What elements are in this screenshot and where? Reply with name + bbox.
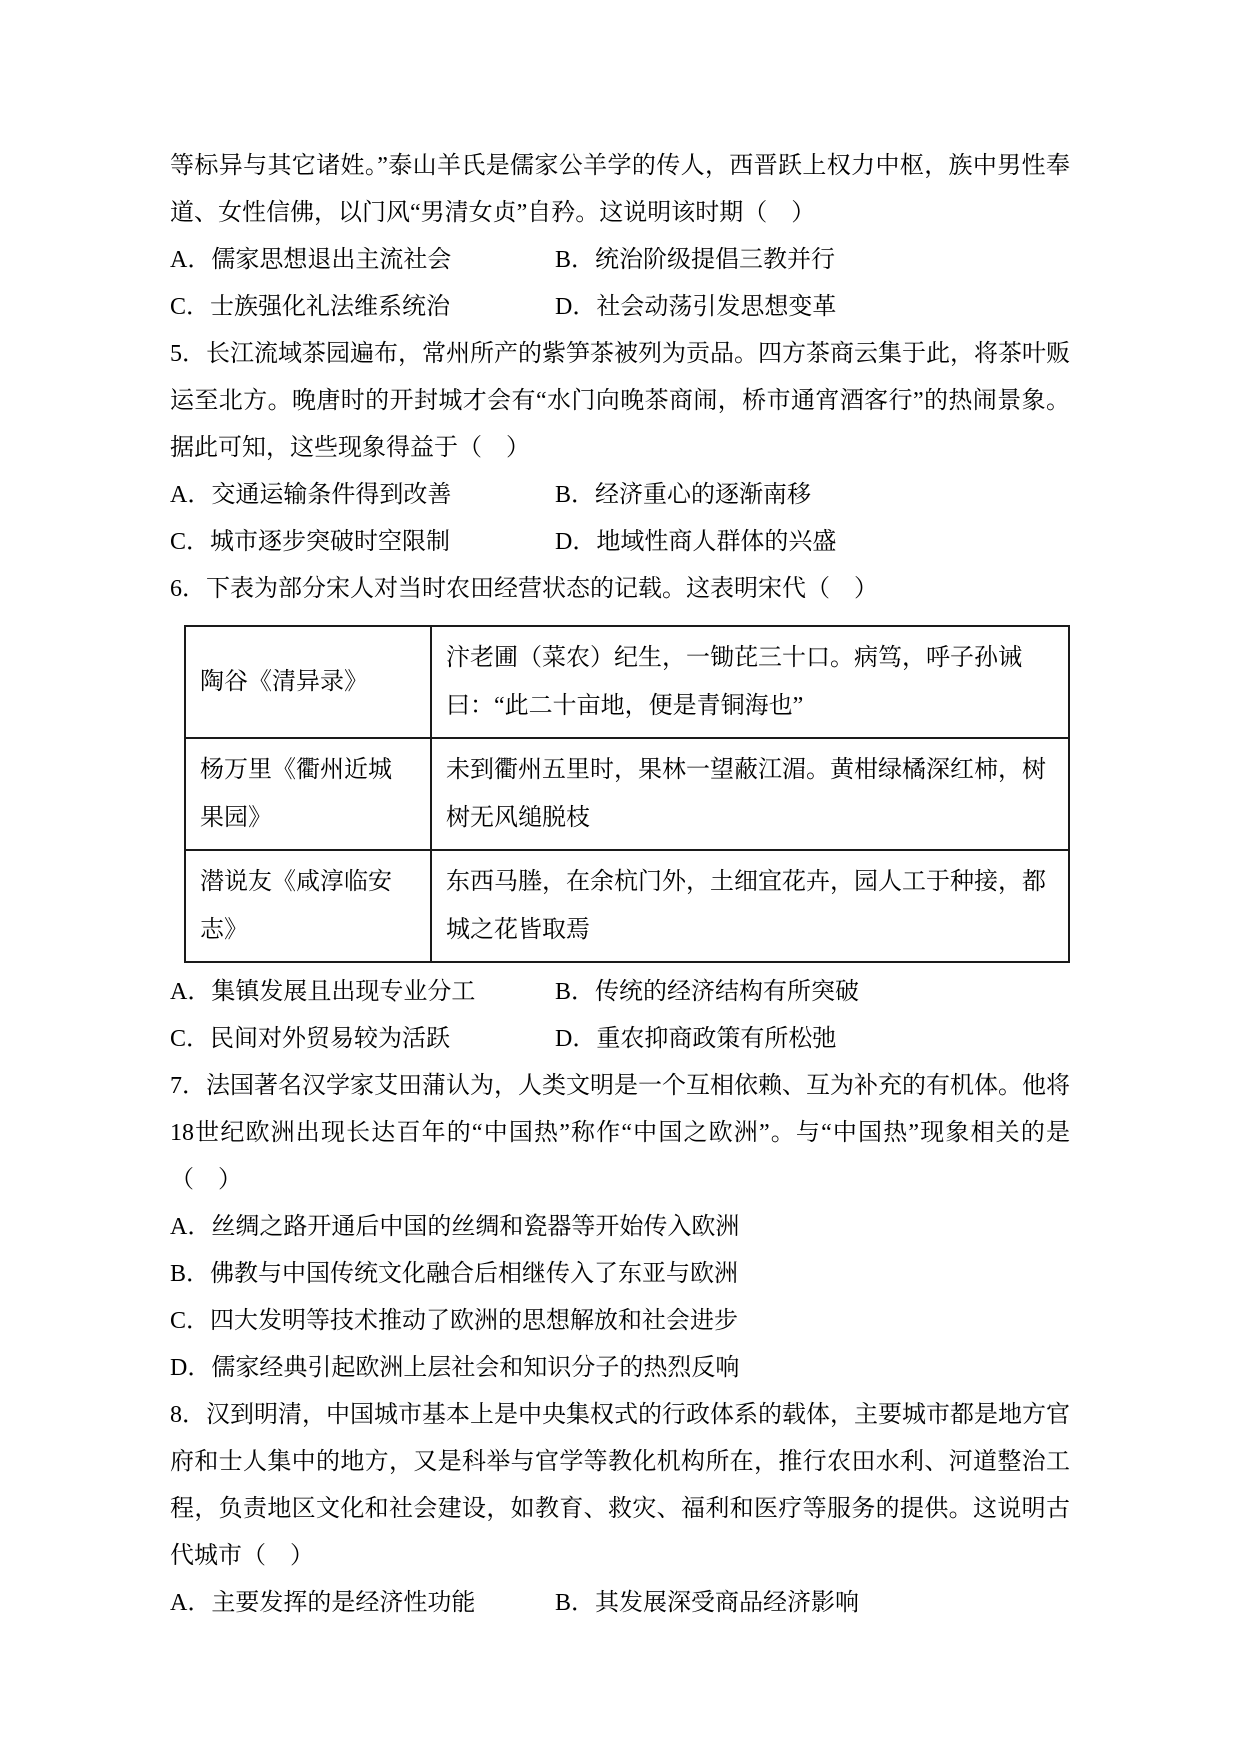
question-4-option-b: B．统治阶级提倡三教并行 [555, 247, 836, 273]
question-5-option-d: D．地域性商人群体的兴盛 [555, 529, 837, 555]
question-6-options-row-1 [170, 969, 1070, 1016]
question-6-options-row-2 [170, 1016, 1070, 1063]
question-8-option-b: B．其发展深受商品经济影响 [555, 1590, 860, 1616]
table-cell-content: 东西马塍，在余杭门外，土细宜花卉，园人工于种接，都城之花皆取焉 [431, 850, 1069, 962]
question-7-option-d: D．儒家经典引起欧洲上层社会和知识分子的热烈反响 [170, 1355, 740, 1381]
table-cell-content: 汴老圃（菜农）纪生，一锄芘三十口。病笃，呼子孙诫曰：“此二十亩地，便是青铜海也” [431, 626, 1069, 738]
table-cell-source: 陶谷《清异录》 [185, 626, 431, 738]
question-7-option-c: C．四大发明等技术推动了欧洲的思想解放和社会进步 [170, 1308, 739, 1334]
question-5-option-c: C．城市逐步突破时空限制 [170, 529, 451, 555]
table-row [185, 850, 1069, 962]
table-row [185, 626, 1069, 738]
table-cell-source: 杨万里《衢州近城果园》 [185, 738, 431, 850]
question-7-stem: 7．法国著名汉学家艾田蒲认为，人类文明是一个互相依赖、互为补充的有机体。他将18世纪欧洲出现长达百年的“中国热”称作“中国之欧洲”。与“中国热”现象相关的是（ ） [170, 1073, 1070, 1193]
table-row [185, 738, 1069, 850]
question-4-stem: 等标异与其它诸姓。”泰山羊氏是儒家公羊学的传人，西晋跃上权力中枢，族中男性奉道、女性信佛，以门风“男清女贞”自矜。这说明该时期（ ） [170, 153, 1070, 226]
question-6-sources-table [184, 625, 1070, 963]
question-6-stem: 6．下表为部分宋人对当时农田经营状态的记载。这表明宋代（ ） [170, 576, 878, 602]
question-5-stem: 5．长江流域茶园遍布，常州所产的紫笋茶被列为贡品。四方茶商云集于此，将茶叶贩运至北方。晚唐时的开封城才会有“水门向晚茶商闹，桥市通宵酒客行”的热闹景象。据此可知，这些现象得益于（ ） [170, 341, 1070, 461]
question-6-option-a: A．集镇发展且出现专业分工 [170, 979, 476, 1005]
question-5-option-b: B．经济重心的逐渐南移 [555, 482, 812, 508]
question-4-option-d: D．社会动荡引发思想变革 [555, 294, 837, 320]
question-8-options-row-1 [170, 1580, 1070, 1627]
question-6-option-c: C．民间对外贸易较为活跃 [170, 1026, 451, 1052]
question-7-option-b: B．佛教与中国传统文化融合后相继传入了东亚与欧洲 [170, 1261, 739, 1287]
question-4-options-row-1 [170, 237, 1070, 284]
question-5-option-a: A．交通运输条件得到改善 [170, 482, 452, 508]
question-5-options-row-2 [170, 519, 1070, 566]
table-cell-source: 潜说友《咸淳临安志》 [185, 850, 431, 962]
table-cell-content: 未到衢州五里时，果林一望蔽江湄。黄柑绿橘深红柿，树树无风缒脱枝 [431, 738, 1069, 850]
question-5-options-row-1 [170, 472, 1070, 519]
exam-content [170, 143, 1070, 1627]
question-7-option-a: A．丝绸之路开通后中国的丝绸和瓷器等开始传入欧洲 [170, 1214, 740, 1240]
question-4-option-c: C．士族强化礼法维系统治 [170, 294, 451, 320]
question-8-stem: 8．汉到明清，中国城市基本上是中央集权式的行政体系的载体，主要城市都是地方官府和士人集中的地方，又是科举与官学等教化机构所在，推行农田水利、河道整治工程，负责地区文化和社会建设，如教育、救灾、福利和医疗等服务的提供。这说明古代城市（ ） [170, 1402, 1070, 1569]
question-4-options-row-2 [170, 284, 1070, 331]
question-6-option-d: D．重农抑商政策有所松弛 [555, 1026, 837, 1052]
question-4-option-a: A．儒家思想退出主流社会 [170, 247, 452, 273]
question-6-option-b: B．传统的经济结构有所突破 [555, 979, 860, 1005]
question-8-option-a: A．主要发挥的是经济性功能 [170, 1590, 476, 1616]
